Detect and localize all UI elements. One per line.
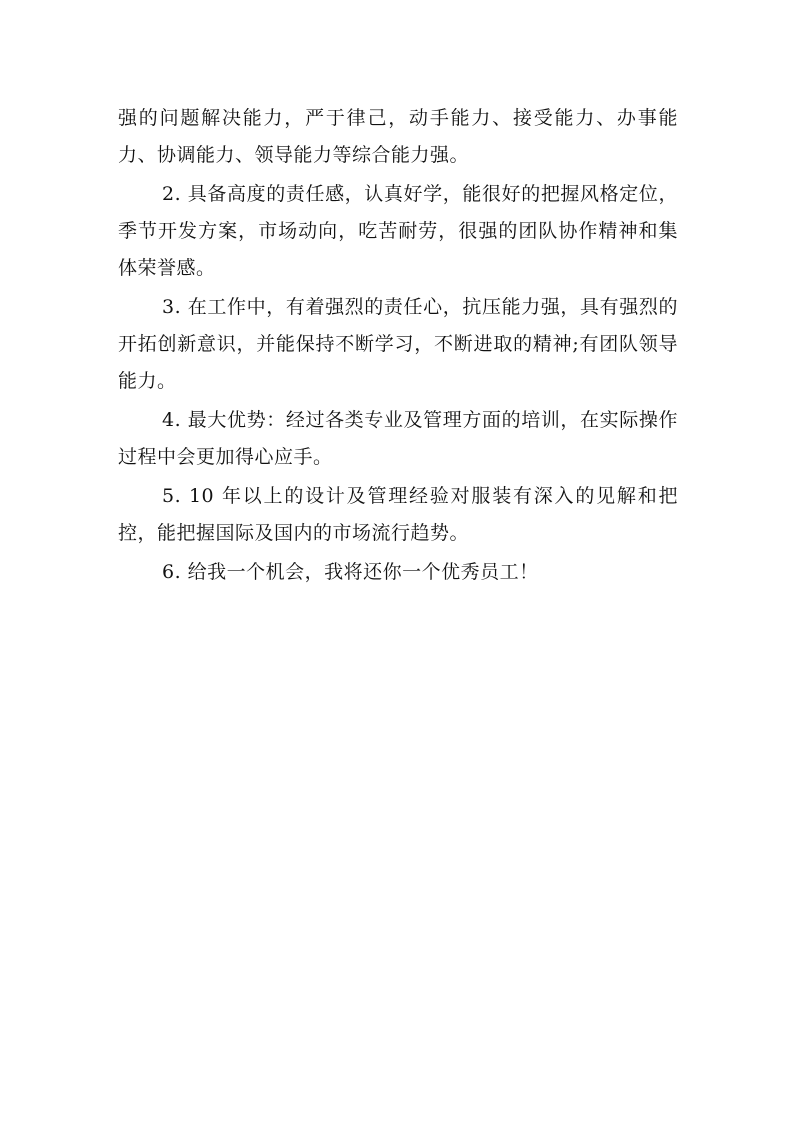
paragraph-item-4: 4. 最大优势：经过各类专业及管理方面的培训，在实际操作过程中会更加得心应手。 <box>118 409 678 468</box>
paragraph-item-6: 6. 给我一个机会，我将还你一个优秀员工！ <box>162 561 539 583</box>
document-body <box>118 100 678 593</box>
paragraph-item-3: 3. 在工作中，有着强烈的责任心，抗压能力强，具有强烈的开拓创新意识，并能保持不断学习，不断进取的精神;有团队领导能力。 <box>118 296 678 392</box>
paragraph-item-5: 5. 10 年以上的设计及管理经验对服装有深入的见解和把控，能把握国际及国内的市场流行趋势。 <box>118 485 678 544</box>
paragraph-continuation: 强的问题解决能力，严于律己，动手能力、接受能力、办事能力、协调能力、领导能力等综合能力强。 <box>118 107 678 166</box>
paragraph-item-2: 2. 具备高度的责任感，认真好学，能很好的把握风格定位，季节开发方案，市场动向，吃苦耐劳，很强的团队协作精神和集体荣誉感。 <box>118 183 678 279</box>
